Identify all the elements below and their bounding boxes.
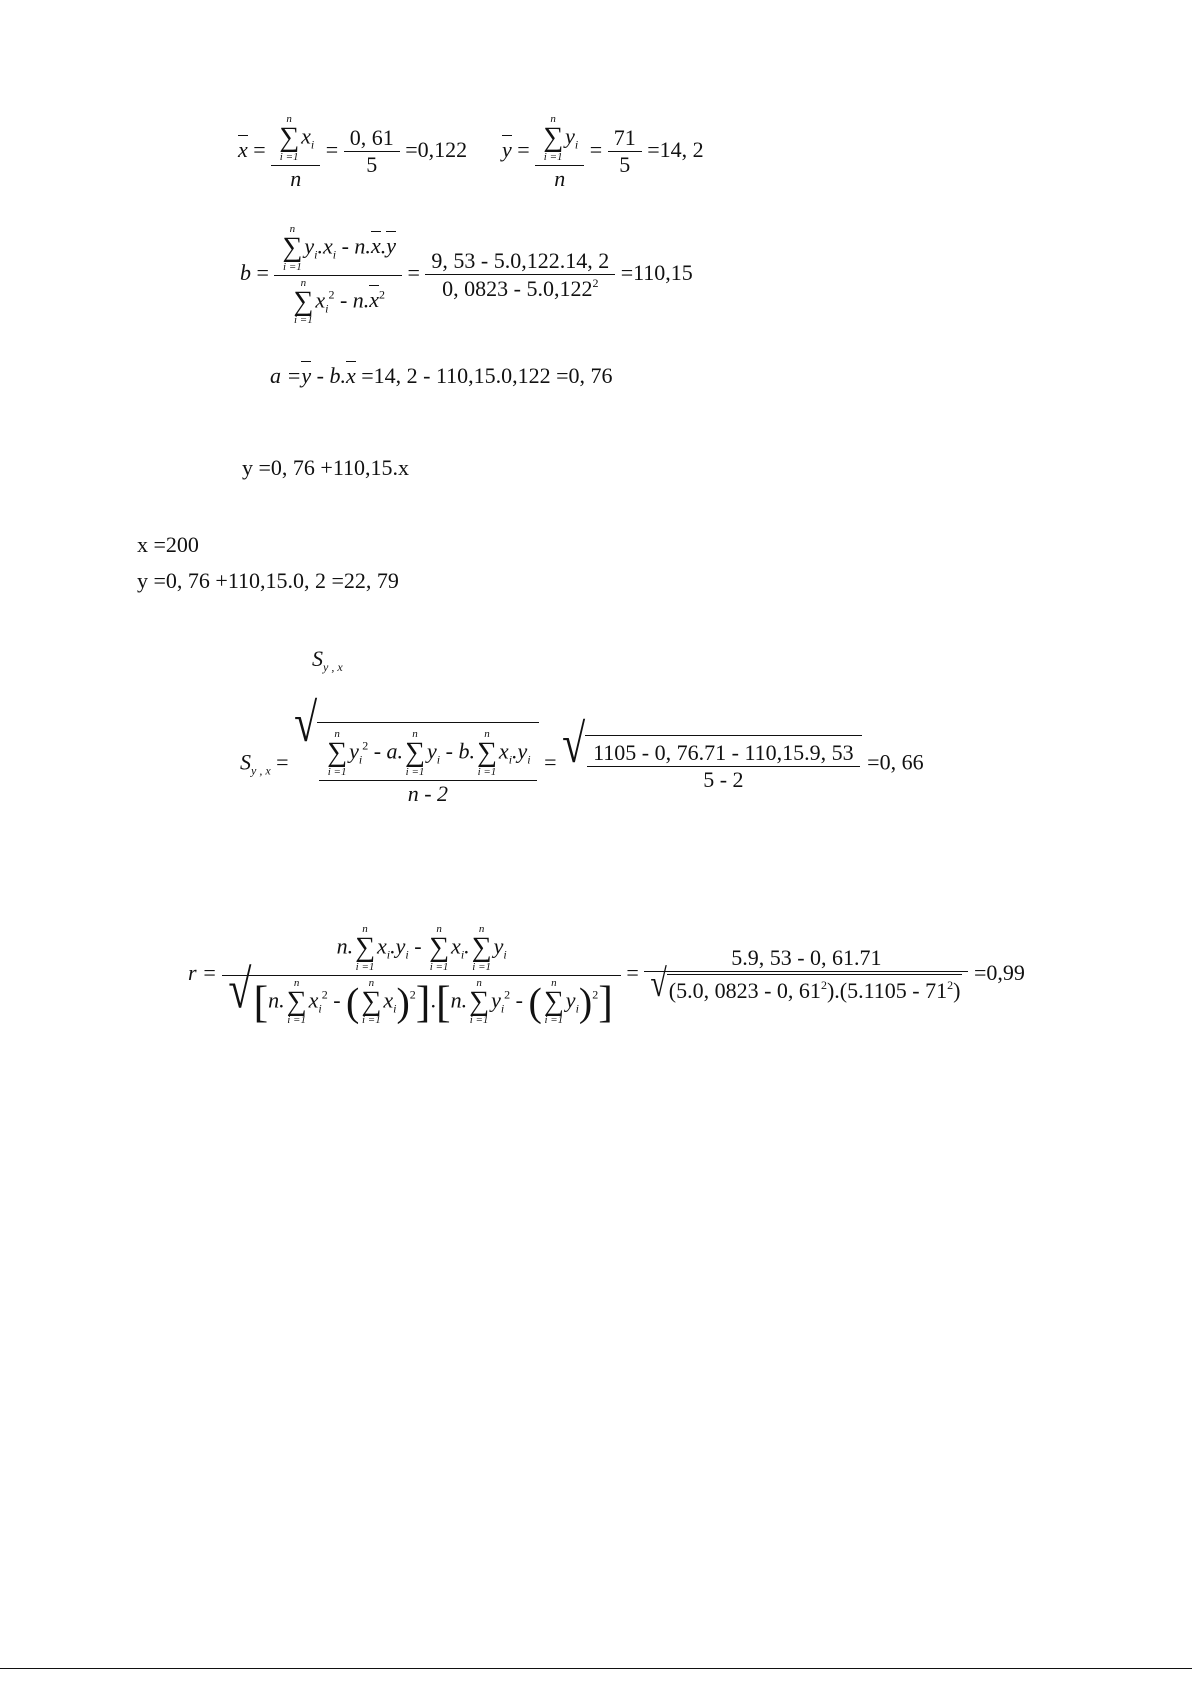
slope-equation: b = n ∑ i =1 $y_i.x_i - n.x.y$ n ∑ i =1 $x_i^2 - n.x^2$ = $\frac{9, 53 - 5.0,122.14, 2}{0, 0823 - 5.0,122^2}$ =110,15: [240, 223, 693, 327]
page-bottom-rule: [0, 1668, 1192, 1669]
mean-y-result: =14, 2: [647, 136, 704, 162]
y-bar: y: [502, 136, 512, 162]
std-error-equation: $S_{y , x}$ = √ n ∑ i =1 $y_i^2$ - a. n ∑ i =1 $y_i$ - b. n ∑ i =1 $x_i.y_i$ n - 2 = √ $\frac{1105 - 0, 76.71 - 110,15.9, 53}{5 - 2}$ =0, 66: [240, 694, 924, 806]
correlation-formula: n. n ∑ i =1 $x_i.y_i$ - n ∑ i =1 $x_i$. n ∑ i =1 $y_i$ √ [n. n ∑ i =1 $x_i^2$ - ( n ∑ i =1 $x_i)^2].[n$. n ∑ i =1 $y_i^2$ - ( n ∑ i =1 $y_i)^2$]: [222, 922, 620, 1028]
mean-y-fraction: n ∑ i =1 $y_i$ n: [535, 112, 584, 192]
mean-x-equation: x = n ∑ i =1 $x_i$ n = $\frac{0, 61}{5}$ =0,122: [238, 113, 468, 191]
correlation-equation: r = n. n ∑ i =1 $x_i.y_i$ - n ∑ i =1 $x_i$. n ∑ i =1 $y_i$ √ [n. n ∑ i =1 $x_i^2$ - ( n ∑ i =1 $x_i)^2].[n$. n ∑ i =1 $y_i^2$ - ( n ∑ i =1 $y_i)^2$] = 5.9, 53 - 0, 61.71 √ (5.0, 0823 - 0, $61^2).(5.1105 - 71^2)$ =0,99: [188, 923, 1025, 1027]
intercept-equation: a =y - b.x =14, 2 - 110,15.0,122 =0, 76: [270, 363, 613, 388]
std-error-label: $S_{y , x}$: [312, 646, 343, 674]
slope-symbol: b: [240, 260, 251, 286]
std-error-radical: √ n ∑ i =1 $y_i^2$ - a. n ∑ i =1 $y_i$ - b. n ∑ i =1 $x_i.y_i$ n - 2: [294, 722, 539, 807]
correlation-calculation: 5.9, 53 - 0, 61.71 √ (5.0, 0823 - 0, $61^2).(5.1105 - 71^2)$: [644, 945, 968, 1006]
std-error-result: =0, 66: [867, 749, 924, 775]
predict-y: y =0, 76 +110,15.0, 2 =22, 79: [137, 568, 399, 593]
sigma: n ∑ i =1: [543, 113, 564, 163]
mean-x-values: $\frac{0, 61}{5}$: [344, 125, 400, 178]
mean-y-values: $\frac{71}{5}$: [608, 125, 642, 178]
slope-formula: n ∑ i =1 $y_i.x_i - n.x.y$ n ∑ i =1 $x_i^2 - n.x^2$: [274, 222, 402, 328]
slope-result: =110,15: [620, 260, 693, 286]
mean-y-equation: y = n ∑ i =1 $y_i$ n = $\frac{71}{5}$ =14, 2: [502, 113, 704, 191]
correlation-result: =0,99: [973, 960, 1025, 986]
regression-line: y =0, 76 +110,15.x: [242, 455, 409, 480]
mean-x-fraction: n ∑ i =1 $x_i$ n: [271, 112, 320, 192]
x-bar: x: [238, 136, 248, 162]
sigma: n ∑ i =1: [279, 113, 300, 163]
slope-calculation: $\frac{9, 53 - 5.0,122.14, 2}{0, 0823 - 5.0,122^2}$: [425, 248, 615, 302]
mean-x-result: =0,122: [405, 136, 468, 162]
std-error-calc-radical: √ $\frac{1105 - 0, 76.71 - 110,15.9, 53}{5 - 2}$: [562, 735, 862, 793]
predict-x: x =200: [137, 532, 199, 557]
